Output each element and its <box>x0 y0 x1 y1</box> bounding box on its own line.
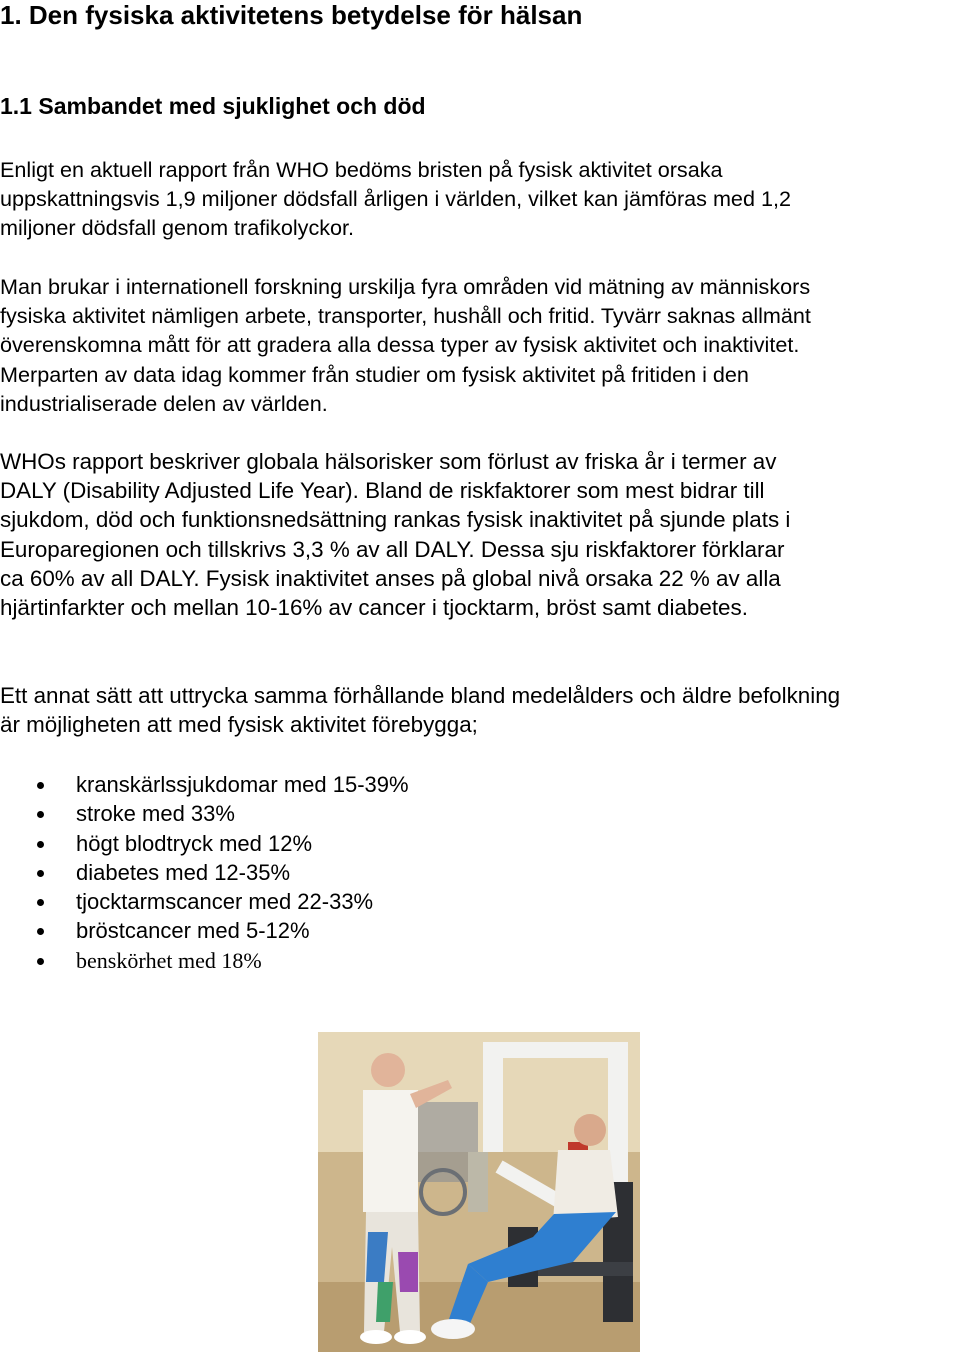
text-line: Merparten av data idag kommer från studier om fysisk aktivitet på fritiden i den <box>0 361 749 387</box>
exercise-photo-illustration <box>318 1032 640 1352</box>
text-line: DALY (Disability Adjusted Life Year). Bland de riskfaktorer som mest bidrar till <box>0 478 765 504</box>
list-item <box>0 829 409 858</box>
list-item-label: benskörhet med 18% <box>76 947 262 973</box>
paragraph-who-report <box>0 155 958 243</box>
text-line: fysiska aktivitet nämligen arbete, transporter, hushåll och fritid. Tyvärr saknas allmänt <box>0 303 811 329</box>
bullet-icon <box>37 841 44 848</box>
text-line: Europaregionen och tillskrivs 3,3 % av all DALY. Dessa sju riskfaktorer förklarar <box>0 536 785 562</box>
text-line: Man brukar i internationell forskning urskilja fyra områden vid mätning av människors <box>0 274 811 299</box>
prevention-list <box>0 770 409 975</box>
text-line: WHOs rapport beskriver globala hälsorisker som förlust av friska år i termer av <box>0 449 777 474</box>
paragraph-research-areas <box>0 272 958 418</box>
text-line: ca 60% av all DALY. Fysisk inaktivitet anses på global nivå orsaka 22 % av alla <box>0 565 781 591</box>
bullet-icon <box>37 958 44 965</box>
list-item <box>0 916 409 945</box>
text-line: miljoner dödsfall genom trafikolyckor. <box>0 215 355 241</box>
list-item <box>0 770 409 799</box>
bullet-icon <box>37 811 44 818</box>
text-line: industrialiserade delen av världen. <box>0 390 328 416</box>
list-item-label: stroke med 33% <box>76 801 235 827</box>
bullet-icon <box>37 928 44 935</box>
bullet-icon <box>37 870 44 877</box>
list-item-label: tjocktarmscancer med 22-33% <box>76 889 374 915</box>
text-line: sjukdom, död och funktionsnedsättning rankas fysisk inaktivitet på sjunde plats i <box>0 507 791 533</box>
list-item-label: kranskärlssjukdomar med 15-39% <box>76 772 409 797</box>
list-item <box>0 946 409 975</box>
list-item <box>0 858 409 887</box>
paragraph-daly <box>0 447 958 622</box>
text-line: uppskattningsvis 1,9 miljoner dödsfall årligen i världen, vilket kan jämföras med 1,2 <box>0 186 791 212</box>
list-item-label: diabetes med 12-35% <box>76 859 291 885</box>
page-title: 1. Den fysiska aktivitetens betydelse för hälsan <box>0 0 583 30</box>
bullet-icon <box>37 782 44 789</box>
list-item-label: bröstcancer med 5-12% <box>76 918 310 944</box>
bullet-icon <box>37 899 44 906</box>
exercise-photo <box>318 1032 640 1352</box>
text-line: överenskomna mått för att gradera alla dessa typer av fysisk aktivitet och inaktivitet. <box>0 332 800 358</box>
list-item <box>0 887 409 916</box>
text-line: Enligt en aktuell rapport från WHO bedöms bristen på fysisk aktivitet orsaka <box>0 157 723 182</box>
list-item-label: högt blodtryck med 12% <box>76 830 313 856</box>
text-line: är möjligheten att med fysisk aktivitet förebygga; <box>0 712 478 738</box>
paragraph-prevention <box>0 681 958 739</box>
text-line: Ett annat sätt att uttrycka samma förhållande bland medelålders och äldre befolkning <box>0 683 841 708</box>
text-line: hjärtinfarkter och mellan 10-16% av cancer i tjocktarm, bröst samt diabetes. <box>0 595 748 621</box>
section-heading: 1.1 Sambandet med sjuklighet och död <box>0 93 426 119</box>
list-item <box>0 799 409 828</box>
